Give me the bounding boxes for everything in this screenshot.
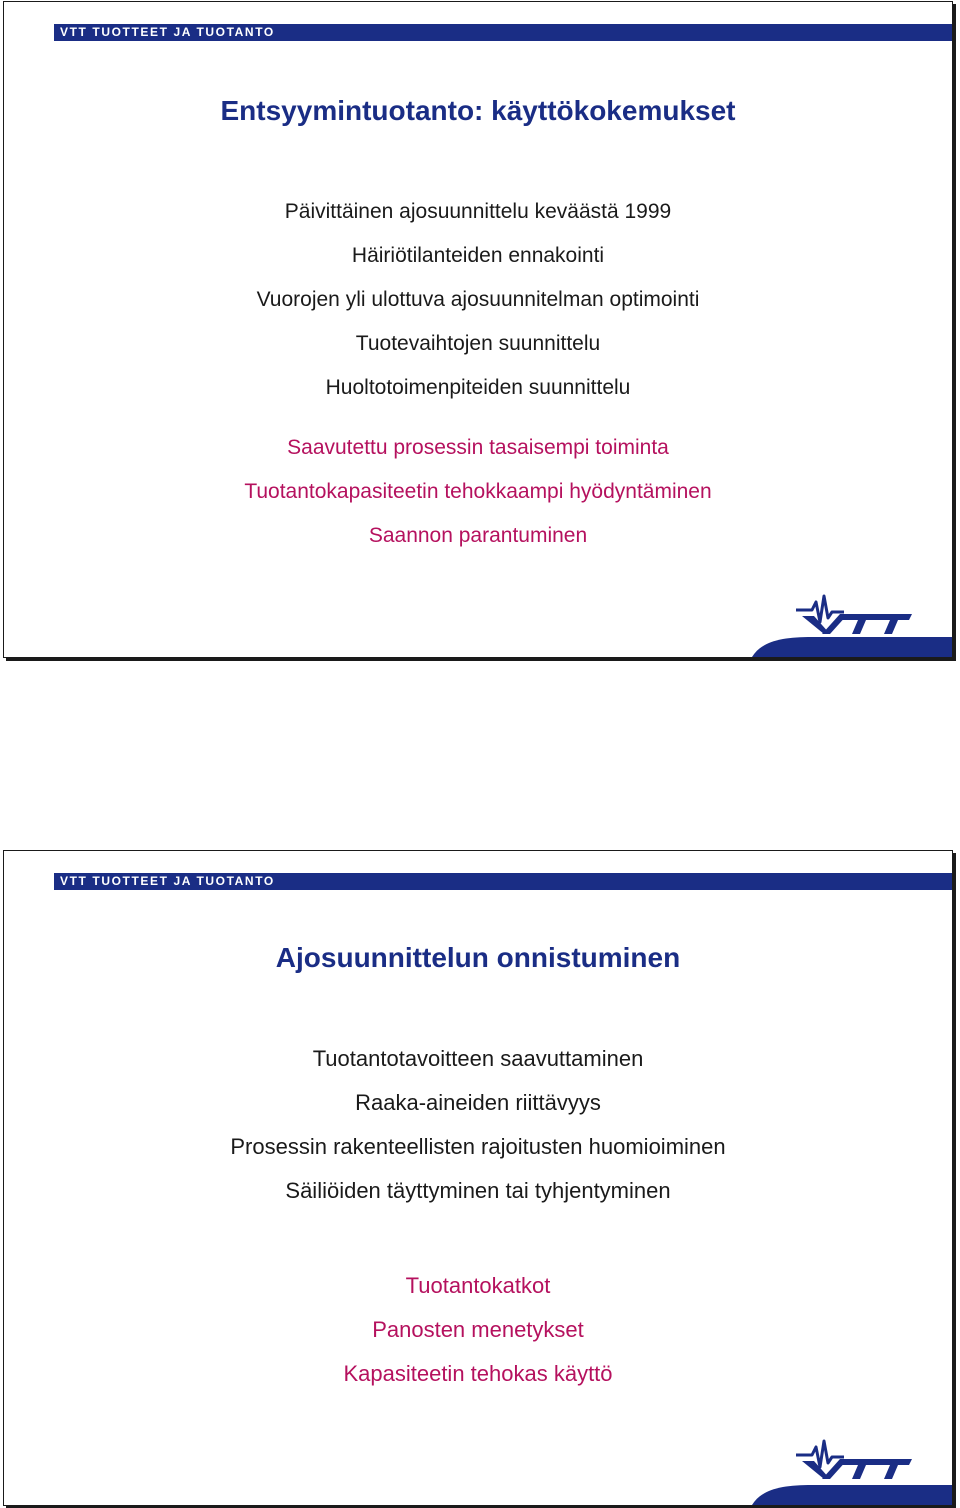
list-item: Panosten menetykset xyxy=(372,1317,584,1342)
list-item: Säiliöiden täyttyminen tai tyhjentyminen xyxy=(285,1178,671,1203)
list-item: Huoltotoimenpiteiden suunnittelu xyxy=(325,376,631,399)
list-item: Kapasiteetin tehokas käyttö xyxy=(343,1361,613,1386)
list-item: Prosessin rakenteellisten rajoitusten huomioiminen xyxy=(230,1134,726,1159)
slide-header-bar: VTT TUOTTEET JA TUOTANTO xyxy=(54,24,952,41)
list-item: Saannon parantuminen xyxy=(368,524,588,547)
list-item: Tuotantokatkot xyxy=(405,1273,551,1298)
list-item: Tuotantokapasiteetin tehokkaampi hyödyntäminen xyxy=(244,480,712,503)
slide-1 xyxy=(3,1,953,658)
topic-list xyxy=(4,1037,952,1213)
slide-header-bar: VTT TUOTTEET JA TUOTANTO xyxy=(54,873,952,890)
slide-title: Entsyymintuotanto: käyttökokemukset xyxy=(220,95,736,126)
list-item: Päivittäinen ajosuunnittelu keväästä 1999 xyxy=(284,200,672,223)
result-list xyxy=(4,1264,952,1396)
list-item: Saavutettu prosessin tasaisempi toiminta xyxy=(287,436,669,459)
list-item: Häiriötilanteiden ennakointi xyxy=(351,244,605,267)
vtt-logo-icon xyxy=(794,592,914,636)
list-item: Tuotevaihtojen suunnittelu xyxy=(355,332,601,355)
corner-decoration xyxy=(752,637,952,657)
corner-decoration xyxy=(752,1485,952,1505)
topic-list xyxy=(4,190,952,410)
list-item: Tuotantotavoitteen saavuttaminen xyxy=(312,1046,644,1071)
list-item: Raaka-aineiden riittävyys xyxy=(355,1090,601,1115)
vtt-logo-icon xyxy=(794,1437,914,1481)
result-list xyxy=(4,426,952,558)
slide-2 xyxy=(3,850,953,1506)
slide-title: Ajosuunnittelun onnistuminen xyxy=(275,942,681,973)
list-item: Vuorojen yli ulottuva ajosuunnitelman optimointi xyxy=(256,288,700,311)
